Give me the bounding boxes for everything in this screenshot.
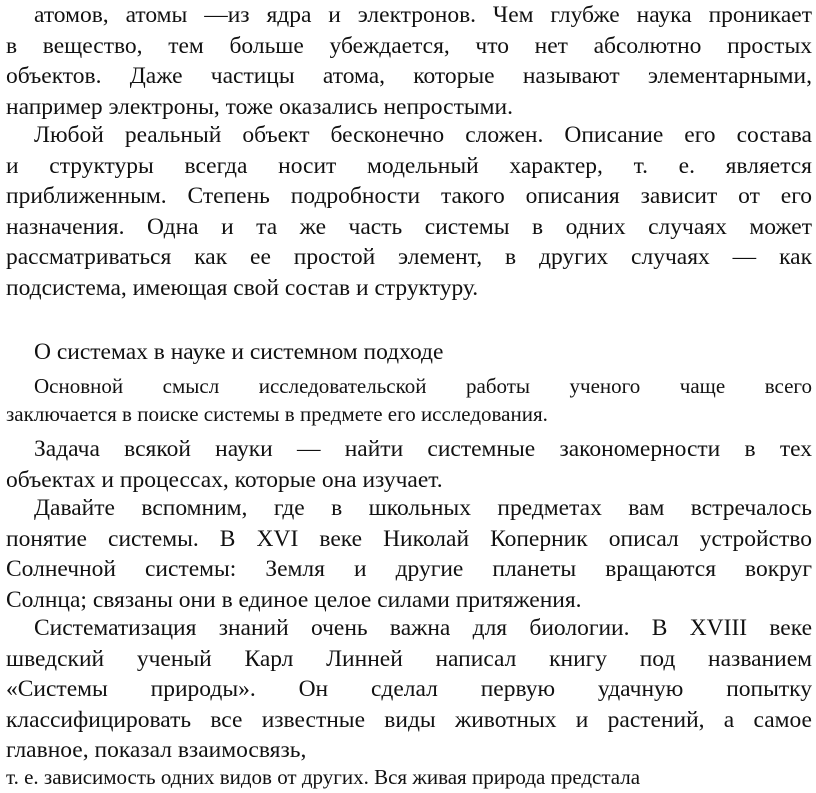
text-line: Солнечной системы: Земля и другие планеты вращаются вокруг xyxy=(6,556,812,582)
text-line: и структуры всегда носит модельный характер, т. е. является xyxy=(6,152,812,179)
text-line: назначения. Одна и та же часть системы в одних случаях может xyxy=(6,213,812,240)
paragraph-3 xyxy=(6,372,812,428)
text-line: подсистема, имеющая свой состав и структуру. xyxy=(6,274,479,301)
text-line: атомов, атомы —из ядра и электронов. Чем глубже наука проникает xyxy=(34,2,812,28)
text-line: понятие системы. В XVI веке Николай Коперник описал устройство xyxy=(6,525,812,552)
text-line: рассматриваться как ее простой элемент, в других случаях — как xyxy=(6,244,812,270)
paragraph-1 xyxy=(6,0,812,122)
paragraph-2 xyxy=(6,120,812,303)
paragraph-6 xyxy=(6,613,812,766)
text-line: объектах и процессах, которые она изучает. xyxy=(6,466,443,493)
text-line: Давайте вспомним, где в школьных предметах вам встречалось xyxy=(34,495,812,521)
text-line: т. е. зависимость одних видов от других. Вся живая природа предстала xyxy=(6,765,641,789)
text-line: приближенным. Степень подробности такого описания зависит от его xyxy=(6,183,812,209)
text-line: классифицировать все известные виды животных и растений, а самое xyxy=(6,706,812,733)
paragraph-5 xyxy=(6,493,812,615)
paragraph-7 xyxy=(6,763,812,791)
text-line: главное, показал взаимосвязь, xyxy=(6,737,307,763)
text-line: Любой реальный объект бесконечно сложен. Описание его состава xyxy=(34,122,812,148)
text-line: в вещество, тем больше убеждается, что нет абсолютно простых xyxy=(6,32,812,59)
paragraph-4 xyxy=(6,434,812,495)
section-heading: О системах в науке и системном подходе xyxy=(34,339,444,365)
text-line: шведский ученый Карл Линней написал книгу под названием xyxy=(6,645,812,672)
text-line: «Системы природы». Он сделал первую удачную попытку xyxy=(6,676,812,702)
text-line: Солнца; связаны они в единое целое силами притяжения. xyxy=(6,586,582,613)
text-line: Основной смысл исследовательской работы ученого чаще всего xyxy=(34,374,812,398)
text-line: заключается в поиске системы в предмете его исследования. xyxy=(6,402,548,426)
text-line: объектов. Даже частицы атома, которые называют элементарными, xyxy=(6,63,812,89)
text-line: Задача всякой науки — найти системные закономерности в тех xyxy=(34,436,812,462)
text-line: Систематизация знаний очень важна для биологии. В XVIII веке xyxy=(34,615,812,641)
text-line: например электроны, тоже оказались непростыми. xyxy=(6,93,513,120)
